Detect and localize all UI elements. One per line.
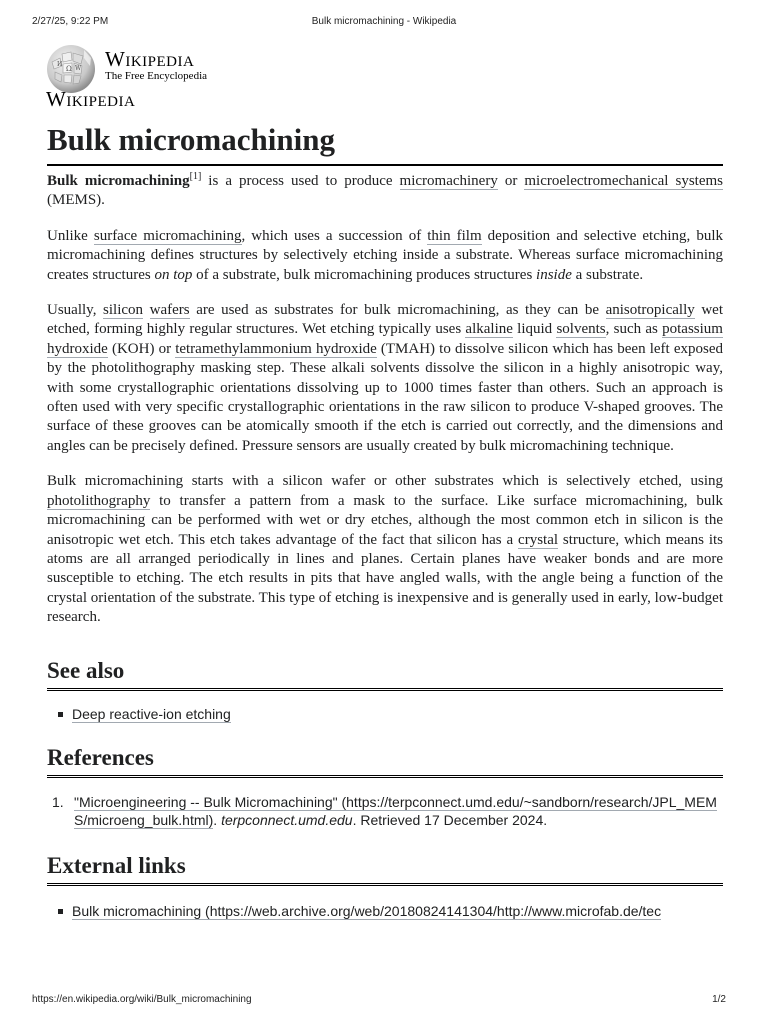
print-url: https://en.wikipedia.org/wiki/Bulk_micromachining (32, 994, 252, 1005)
text: are used as substrates for bulk micromachining, as they can be (189, 302, 606, 319)
references-list (47, 793, 723, 829)
print-datetime: 2/27/25, 9:22 PM (32, 16, 109, 27)
reference-retrieved: . Retrieved 17 December 2024. (352, 811, 548, 828)
reference-marker[interactable]: [1] (189, 171, 202, 182)
external-links-list (47, 902, 723, 920)
text: is a process used to produce (201, 173, 400, 189)
heading-see-also: See also (47, 656, 723, 691)
link-photolithography[interactable]: photolithography (47, 492, 151, 509)
reference-link[interactable]: "Microengineering -- Bulk Micromachining" (https://terpconnect.umd.edu/~sandborn/research/JPL_MEMS/microeng_bulk.html) (74, 793, 717, 828)
text (143, 302, 150, 318)
link-alkaline[interactable]: alkaline (465, 321, 513, 338)
text: , such as (605, 321, 663, 338)
text: structure, which means its atoms are all arranged periodically in lines and planes. Certain planes have weaker bonds and are more susceptible to etching. The etch results in pits that have angled walls, with the angle being a function of the crystal orientation of the substrate. This type of etching is inexpensive and is generally used in early, low-budget research. (47, 531, 723, 626)
text: or (497, 173, 525, 189)
wikipedia-wordmark: Wikipedia (105, 47, 195, 71)
print-page-title: Bulk micromachining - Wikipedia (311, 16, 457, 27)
text: to transfer a pattern from a mask to the surface. Like surface micromachining, bulk micromachining can be performed with wet or dry etches, although the most common etch in silicon is the anisotropic wet etch. This etch takes advantage of the fact that silicon has a (47, 492, 723, 548)
link-surface-micromachining[interactable]: surface micromachining (93, 227, 242, 244)
text: (KOH) or (107, 340, 176, 357)
paragraph-process (47, 472, 723, 627)
text: of a substrate, bulk micromachining produces structures (192, 266, 537, 283)
text: . (213, 811, 222, 828)
paragraph-intro (47, 172, 723, 211)
link-thin-film[interactable]: thin film (427, 227, 482, 244)
text: Unlike (47, 227, 94, 244)
list-item (47, 705, 723, 723)
text: a substrate. (571, 266, 644, 283)
wikipedia-logo[interactable] (46, 42, 346, 112)
wikipedia-tagline: The Free Encyclopedia (105, 70, 208, 82)
svg-text:И: И (57, 61, 63, 68)
text: deposition and selective etching, bulk micromachining defines structures by selectively etching inside a substrate. Whereas surface micromachining creates structures (47, 227, 723, 283)
link-micromachinery[interactable]: micromachinery (399, 173, 498, 189)
print-page-number: 1/2 (712, 994, 726, 1005)
see-also-list (47, 705, 723, 723)
text: (TMAH) to dissolve silicon which has been left exposed by the photolithography masking step. These alkali solvents dissolve the silicon in a highly anisotropic way, with some crystallographic orientations dissolving up to 1000 times faster than others. Such an approach is often used with very specific crystallographic orientations in the raw silicon to produce V-shaped grooves. The surface of these grooves can be atomically smooth if the etch is carried out correctly, and the dimensions and angles can be precisely defined. Pressure sensors are usually created by bulk micromachining technique. (47, 340, 723, 454)
text: , which uses a succession of (241, 227, 428, 244)
reference-number: 1. (52, 793, 64, 810)
text: Bulk micromachining starts with a silicon wafer or other substrates which is selectively etched, using (47, 473, 723, 490)
svg-text:Ω: Ω (66, 65, 72, 73)
page-title: Bulk micromachining (47, 120, 723, 166)
link-mems[interactable]: microelectromechanical systems (524, 173, 723, 189)
bullet (58, 909, 63, 914)
print-footer (32, 994, 736, 1008)
bold-term: Bulk micromachining (47, 173, 190, 189)
list-item (47, 902, 723, 920)
link-crystal[interactable]: crystal (518, 531, 559, 548)
heading-external-links: External links (47, 851, 723, 886)
print-header (32, 16, 736, 30)
paragraph-surface (47, 227, 723, 285)
link-wafers[interactable]: wafers (149, 302, 190, 319)
italic-text: on top (154, 266, 193, 283)
text: (MEMS). (47, 192, 105, 209)
article-content (47, 120, 723, 920)
link-silicon[interactable]: silicon (103, 302, 144, 319)
link-external-bulk-micromachining[interactable]: Bulk micromachining (https://web.archive.org/web/20180824141304/http://www.microfab.de/tec (72, 902, 662, 919)
link-tmah[interactable]: tetramethylammonium hydroxide (175, 340, 377, 357)
italic-text: inside (536, 266, 572, 283)
reference-item (52, 793, 723, 829)
text: liquid (512, 321, 557, 338)
text: Usually, (47, 302, 104, 319)
link-solvents[interactable]: solvents (556, 321, 606, 338)
text: wet etched, forming highly regular structures. Wet etching typically uses (47, 302, 723, 338)
svg-text:W: W (75, 65, 82, 72)
link-anisotropically[interactable]: anisotropically (605, 302, 695, 319)
bullet (58, 712, 63, 717)
heading-references: References (47, 743, 723, 778)
link-potassium-hydroxide[interactable]: potassium hydroxide (47, 321, 723, 357)
paragraph-wafers (47, 301, 723, 456)
wikipedia-wordmark-secondary: Wikipedia (46, 87, 136, 111)
reference-site: terpconnect.umd.edu (221, 811, 353, 828)
link-deep-reactive-ion-etching[interactable]: Deep reactive-ion etching (72, 705, 231, 722)
